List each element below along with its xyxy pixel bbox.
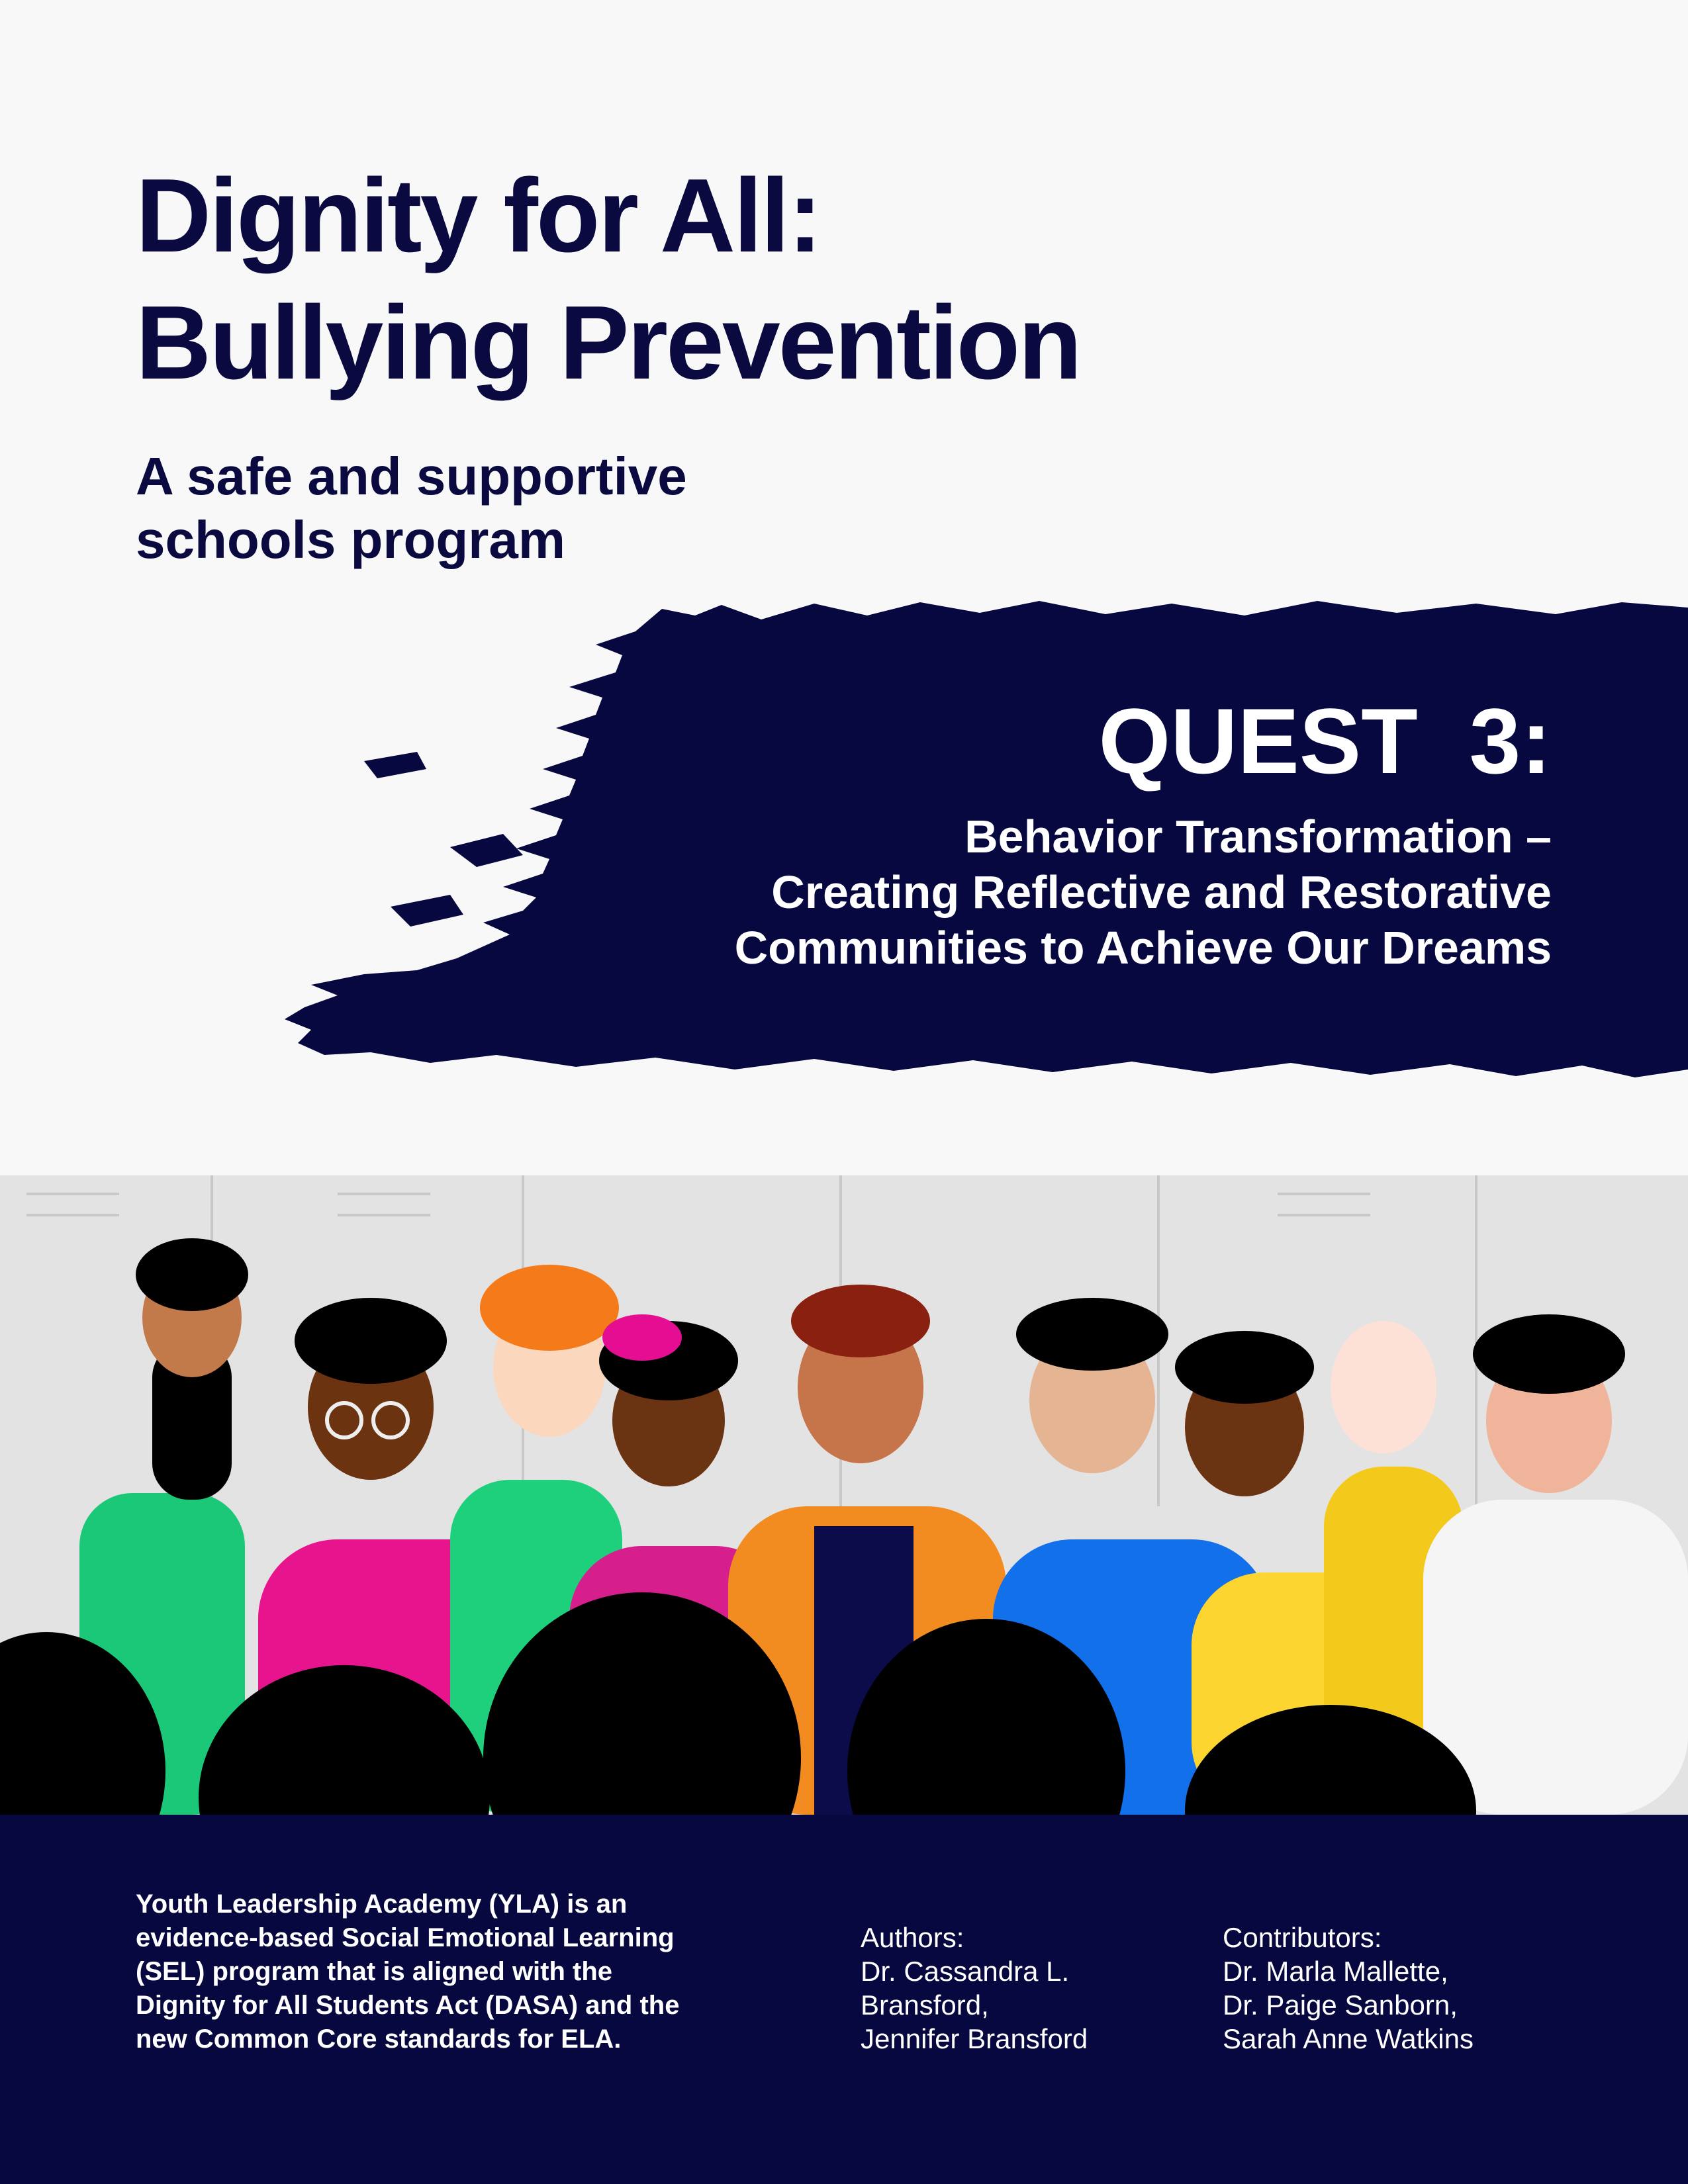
contributor-name: Dr. Paige Sanborn,: [1223, 1989, 1458, 2021]
quest-line-1: Behavior Transformation –: [964, 811, 1552, 862]
page-title: [136, 152, 1080, 406]
contributors-heading: Contributors:: [1223, 1922, 1382, 1953]
program-description: [136, 1888, 765, 2056]
author-name: Jennifer Bransford: [861, 2023, 1088, 2054]
author-name: Dr. Cassandra L.: [861, 1956, 1070, 1987]
authors: [861, 1921, 1088, 2056]
title-line-2: Bullying Prevention: [136, 285, 1080, 401]
contributor-name: Dr. Marla Mallette,: [1223, 1956, 1448, 1987]
contributors: [1223, 1921, 1474, 2056]
contributor-name: Sarah Anne Watkins: [1223, 2023, 1474, 2054]
subtitle-line-1: A safe and supportive: [136, 447, 687, 506]
quest-description: [735, 809, 1552, 976]
page-subtitle: [136, 445, 687, 572]
description-line: Dignity for All Students Act (DASA) and the: [136, 1991, 680, 2020]
description-line: (SEL) program that is aligned with the: [136, 1957, 613, 1986]
quest-line-2: Creating Reflective and Restorative: [771, 866, 1552, 918]
students-illustration: [0, 1175, 1688, 1815]
subtitle-line-2: schools program: [136, 510, 566, 569]
description-line: Youth Leadership Academy (YLA) is an: [136, 1889, 628, 1919]
footer: [0, 1815, 1688, 2184]
author-name: Bransford,: [861, 1989, 989, 2021]
description-line: evidence-based Social Emotional Learning: [136, 1923, 675, 1952]
quest-heading: QUEST 3:: [1098, 689, 1552, 793]
title-line-1: Dignity for All:: [136, 158, 821, 274]
quest-line-3: Communities to Achieve Our Dreams: [734, 922, 1552, 974]
description-line: new Common Core standards for ELA.: [136, 2025, 622, 2054]
authors-heading: Authors:: [861, 1922, 964, 1953]
